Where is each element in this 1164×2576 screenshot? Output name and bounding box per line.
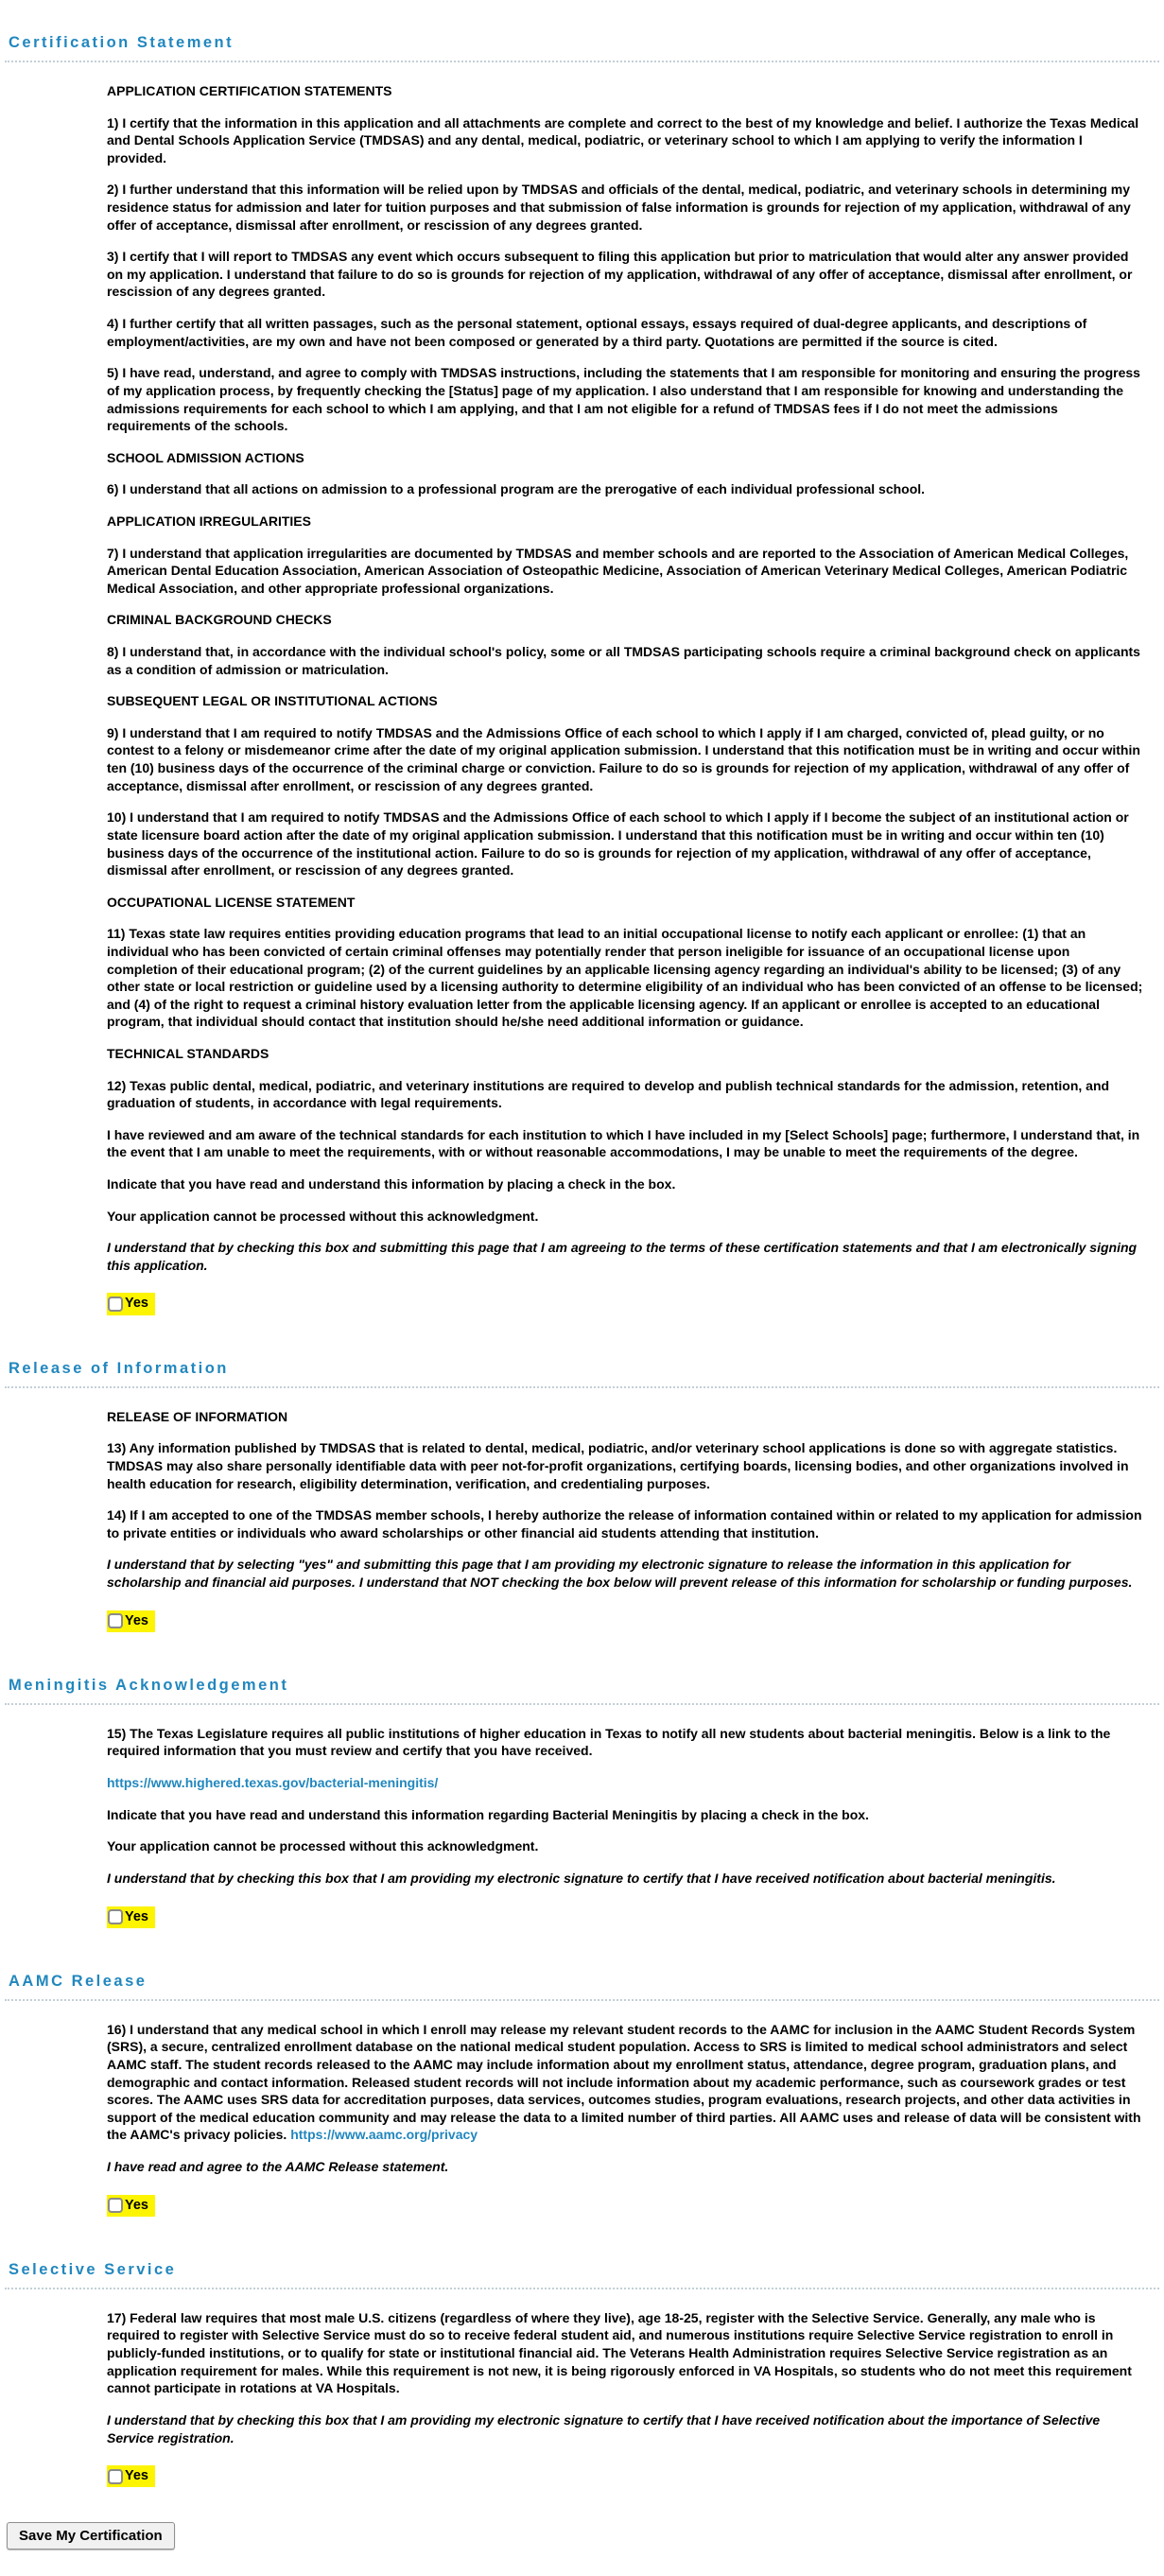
subsection-heading: OCCUPATIONAL LICENSE STATEMENT bbox=[107, 894, 356, 910]
statement-paragraph: 13) Any information published by TMDSAS that is related to dental, medical, podiatric, and/or veterinary school applications is done so with aggregate statistics. TMDSAS may also share personally identifiable data with peer not-for-profit organizations, certifying boards, licensing bodies, and other organizations involved in health education for research, eligibility determination, verification, and credentialing purposes. bbox=[107, 1440, 1129, 1491]
release-yes-checkbox-row[interactable] bbox=[107, 1610, 155, 1632]
section-meningitis-acknowledgement bbox=[0, 1677, 1164, 1929]
subsection-heading: CRIMINAL BACKGROUND CHECKS bbox=[107, 612, 332, 628]
section-body-meningitis-acknowledgement bbox=[0, 1705, 1164, 1929]
certification-yes-checkbox-row[interactable] bbox=[107, 1293, 155, 1314]
section-body-release-of-information bbox=[0, 1388, 1164, 1633]
section-heading-release-of-information: Release of Information bbox=[9, 1359, 229, 1377]
statement-paragraph: Your application cannot be processed without this acknowledgment. bbox=[107, 1208, 539, 1224]
statement-paragraph: 15) The Texas Legislature requires all public institutions of higher education in Texas to notify all new students about bacterial meningitis. Below is a link to the required information that you must review and certify that you have received. bbox=[107, 1725, 1111, 1759]
acknowledgment-statement: I understand that by selecting "yes" and submitting this page that I am providing my electronic signature to release the information in this application for scholarship and financial aid purposes. I understand that NOT checking the box below will prevent release of this information for scholarship or funding purposes. bbox=[107, 1557, 1133, 1590]
meningitis-info-link[interactable]: https://www.highered.texas.gov/bacterial-meningitis/ bbox=[107, 1775, 439, 1791]
section-body-certification-statement bbox=[0, 62, 1164, 1316]
statement-paragraph: 5) I have read, understand, and agree to comply with TMDSAS instructions, including the statements that I am responsible for monitoring and ensuring the progress of my application process, by frequently checking the [Status] page of my application. I also understand that I am responsible for knowing and understanding the admissions requirements for each school to which I am applying, and that I am not eligible for a refund of TMDSAS fees if I do not meet the admissions requirements of the schools. bbox=[107, 365, 1140, 434]
subsection-heading: SUBSEQUENT LEGAL OR INSTITUTIONAL ACTIONS bbox=[107, 693, 438, 709]
section-selective-service bbox=[0, 2261, 1164, 2489]
release-yes-checkbox[interactable] bbox=[108, 1613, 123, 1628]
meningitis-yes-checkbox-row[interactable] bbox=[107, 1906, 155, 1928]
certification-yes-checkbox[interactable] bbox=[108, 1297, 123, 1312]
statement-paragraph: 8) I understand that, in accordance with the individual school's policy, some or all TMDSAS participating schools require a criminal background check on applicants as a condition of admission or matriculation. bbox=[107, 644, 1140, 677]
statement-paragraph: I have reviewed and am aware of the technical standards for each institution to which I have included in my [Select Schools] page; furthermore, I understand that, in the event that I am unable to meet the requirements, with or without reasonable accommodations, I may be unable to meet the requirements of the degree. bbox=[107, 1126, 1140, 1160]
yes-checkbox-label: Yes bbox=[125, 1612, 148, 1628]
subsection-heading: TECHNICAL STANDARDS bbox=[107, 1045, 269, 1061]
aamc-yes-checkbox[interactable] bbox=[108, 2198, 123, 2213]
statement-paragraph bbox=[107, 2021, 1143, 2144]
sections-container bbox=[0, 34, 1164, 2488]
subsection-heading: APPLICATION IRREGULARITIES bbox=[107, 513, 311, 529]
section-body-aamc-release bbox=[0, 2001, 1164, 2218]
subsection-heading: APPLICATION CERTIFICATION STATEMENTS bbox=[107, 83, 392, 98]
section-aamc-release bbox=[0, 1973, 1164, 2218]
section-body-selective-service bbox=[0, 2289, 1164, 2489]
page-footer bbox=[7, 2522, 1164, 2550]
yes-checkbox-label: Yes bbox=[125, 2197, 148, 2213]
acknowledgment-statement: I have read and agree to the AAMC Release statement. bbox=[107, 2159, 449, 2175]
statement-paragraph: Your application cannot be processed without this acknowledgment. bbox=[107, 1838, 539, 1854]
subsection-heading: SCHOOL ADMISSION ACTIONS bbox=[107, 449, 304, 465]
section-release-of-information bbox=[0, 1360, 1164, 1633]
section-heading-aamc-release: AAMC Release bbox=[9, 1972, 148, 1990]
selective-service-yes-checkbox-row[interactable] bbox=[107, 2465, 155, 2487]
yes-checkbox-label: Yes bbox=[125, 1296, 148, 1312]
acknowledgment-statement: I understand that by checking this box and submitting this page that I am agreeing to the terms of these certification statements and that I am electronically signing this application. bbox=[107, 1240, 1138, 1273]
link-row bbox=[107, 1774, 1143, 1792]
section-heading-meningitis-acknowledgement: Meningitis Acknowledgement bbox=[9, 1676, 289, 1694]
save-my-certification-button[interactable]: Save My Certification bbox=[7, 2522, 175, 2550]
statement-paragraph: 12) Texas public dental, medical, podiatric, and veterinary institutions are required to develop and publish technical standards for the admission, retention, and graduation of students, in accordance with legal requirements. bbox=[107, 1077, 1110, 1111]
acknowledgment-statement: I understand that by checking this box that I am providing my electronic signature to certify that I have received notification about bacterial meningitis. bbox=[107, 1870, 1056, 1886]
statement-paragraph: 4) I further certify that all written passages, such as the personal statement, optional essays, essays required of dual-degree applicants, and descriptions of employment/activities, are my own and have not been composed or generated by a third party. Quotations are permitted if the source is cited. bbox=[107, 316, 1087, 349]
section-certification-statement bbox=[0, 34, 1164, 1316]
statement-paragraph: 3) I certify that I will report to TMDSAS any event which occurs subsequent to filing this application but prior to matriculation that would alter any answer provided on my application. I understand that failure to do so is grounds for rejection of my application, withdrawal of any offer of acceptance, dismissal after enrollment, or rescission of any degrees granted. bbox=[107, 249, 1133, 300]
statement-paragraph: 10) I understand that I am required to notify TMDSAS and the Admissions Office of each school to which I apply if I become the subject of an institutional action or state licensure board action after the date of my original application submission. I understand that this notification must be in writing and occur within ten (10) business days of the occurrence of the institutional action. Failure to do so is grounds for rejection of my application, withdrawal of any offer of acceptance, dismissal after enrollment, or rescission of any degrees granted. bbox=[107, 809, 1129, 879]
statement-paragraph: Indicate that you have read and understand this information regarding Bacterial Meningitis by placing a check in the box. bbox=[107, 1806, 869, 1822]
statement-text: 16) I understand that any medical school in which I enroll may release my relevant student records to the AAMC for inclusion in the AAMC Student Records System (SRS), a secure, centralized enrollment database on the national medical student population. Access to SRS is limited to medical school administrators and select AAMC staff. The student records released to the AAMC may include information about my enrollment status, attendance, degree program, graduation plans, and demographic and contact information. Released student records will not include information about my academic performance, such as coursework grades or test scores. The AAMC uses SRS data for accreditation purposes, data services, outcomes studies, program evaluations, research projects, and other data activities in support of the medical education community and may release the data to a limited number of third parties. All AAMC uses and release of data will be consistent with the AAMC's privacy policies. bbox=[107, 2021, 1141, 2143]
statement-paragraph: 9) I understand that I am required to notify TMDSAS and the Admissions Office of each school to which I apply if I am charged, convicted of, plead guilty, or no contest to a felony or misdemeanor crime after the date of my original application submission. I understand that this notification must be in writing and occur within ten (10) business days of the occurrence of the criminal charge or conviction. Failure to do so is grounds for rejection of my application, withdrawal of any offer of acceptance, dismissal after enrollment, or rescission of any degrees granted. bbox=[107, 724, 1140, 793]
yes-checkbox-label: Yes bbox=[125, 2468, 148, 2484]
statement-paragraph: 17) Federal law requires that most male U.S. citizens (regardless of where they live), age 18-25, register with the Selective Service. Generally, any male who is required to register with Selective Service must do so to receive federal student aid, and numerous institutions require Selective Service registration to enroll in publicly-funded institutions, or to qualify for state or institutional financial aid. The Veterans Health Administration requires Selective Service registration as an application requirement for males. While this requirement is not new, it is being rigorously enforced in VA Hospitals, so students who do not meet this requirement cannot participate in rotations at VA Hospitals. bbox=[107, 2309, 1132, 2396]
subsection-heading: RELEASE OF INFORMATION bbox=[107, 1408, 288, 1424]
statement-paragraph: Indicate that you have read and understand this information by placing a check in the box. bbox=[107, 1176, 676, 1192]
statement-paragraph: 1) I certify that the information in this application and all attachments are complete and correct to the best of my knowledge and belief. I authorize the Texas Medical and Dental Schools Application Service (TMDSAS) and any dental, medical, podiatric, or veterinary school to which I am applying to verify the information I provided. bbox=[107, 114, 1139, 165]
selective-service-yes-checkbox[interactable] bbox=[108, 2469, 123, 2484]
acknowledgment-statement: I understand that by checking this box that I am providing my electronic signature to certify that I have received notification about the importance of Selective Service registration. bbox=[107, 2411, 1101, 2445]
section-heading-certification-statement: Certification Statement bbox=[9, 34, 235, 51]
statement-paragraph: 7) I understand that application irregularities are documented by TMDSAS and member schools and are reported to the Association of American Medical Colleges, American Dental Education Association, American Association of Osteopathic Medicine, Association of American Veterinary Medical Colleges, American Podiatric Medical Association, and other appropriate professional organizations. bbox=[107, 545, 1129, 596]
aamc-privacy-link[interactable]: https://www.aamc.org/privacy bbox=[290, 2127, 478, 2143]
statement-paragraph: 14) If I am accepted to one of the TMDSAS member schools, I hereby authorize the release of information contained within or related to my application for admission to private entities or individuals who award scholarships or other financial aid students attending that institution. bbox=[107, 1507, 1142, 1540]
statement-paragraph: 11) Texas state law requires entities providing education programs that lead to an initial occupational license to notify each applicant or enrollee: (1) that an individual who has been convicted of certain criminal offenses may potentially render that person ineligible for issuance of an occupational license upon completion of their educational program; (2) of the current guidelines by an applicable licensing agency regarding an individual's ability to be licensed; (3) of any other state or local restriction or guideline used by a licensing authority to determine eligibility of an individual who has been convicted of an offense to be licensed; and (4) of the right to request a criminal history evaluation letter from the applicable licensing agency. If an applicant or enrollee is accepted to an educational program, that individual should contact that institution should he/she need additional information or guidance. bbox=[107, 926, 1143, 1030]
statement-paragraph: 2) I further understand that this information will be relied upon by TMDSAS and officials of the dental, medical, podiatric, and veterinary schools in determining my residence status for admission and later for tuition purposes and that submission of false information is grounds for rejection of my application, withdrawal of any offer of acceptance, dismissal after enrollment, or rescission of any degrees granted. bbox=[107, 182, 1131, 233]
meningitis-yes-checkbox[interactable] bbox=[108, 1909, 123, 1924]
aamc-yes-checkbox-row[interactable] bbox=[107, 2195, 155, 2217]
statement-paragraph: 6) I understand that all actions on admission to a professional program are the prerogative of each individual professional school. bbox=[107, 481, 926, 497]
section-heading-selective-service: Selective Service bbox=[9, 2260, 177, 2278]
yes-checkbox-label: Yes bbox=[125, 1908, 148, 1924]
